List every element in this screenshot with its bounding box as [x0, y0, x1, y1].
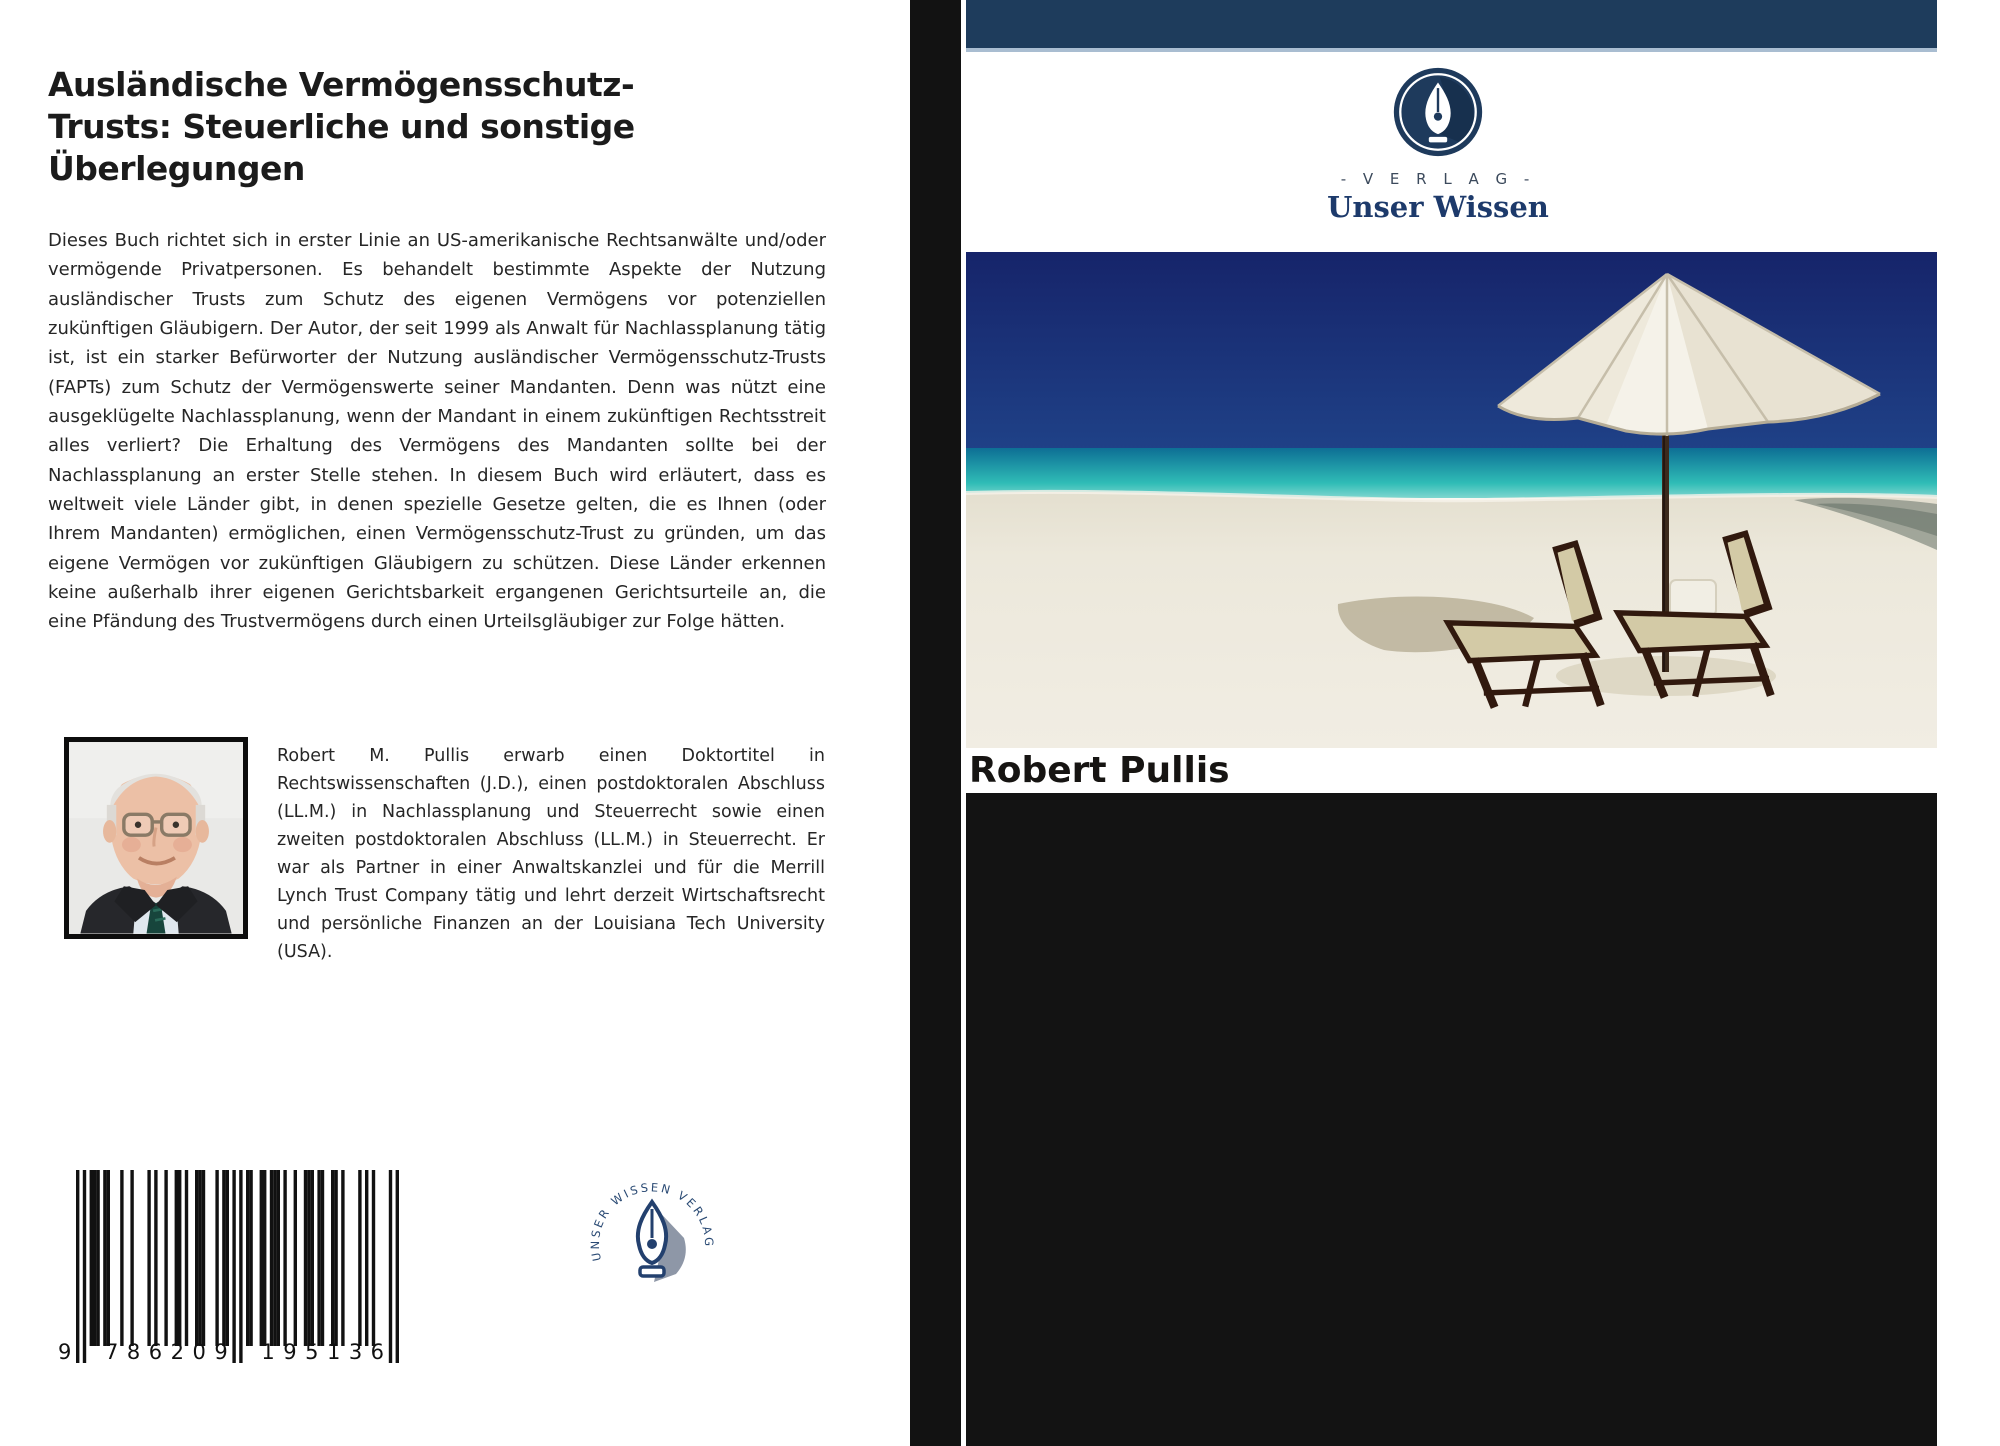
verlag-label: - V E R L A G - [1340, 170, 1536, 188]
cover-photo-beach [966, 252, 1937, 748]
author-name-band [966, 748, 1937, 793]
book-description: Dieses Buch richtet sich in erster Linie an US-amerikanische Rechtsanwälte und/oder vermögende Privatpersonen. Es behandelt bestimmte Aspekte der Nutzung ausländischer Trusts zum Schutz des eigenen Vermögens vor potenziellen zukünftigen Gläubigern. Der Autor, der seit 1999 als Anwalt für Nachlassplanung tätig ist, ist ein starker Befürworter der Nutzung ausländischer Vermögensschutz-Trusts (FAPTs) zum Schutz der Vermögenswerte seiner Mandanten. Denn was nützt eine ausgeklügelte Nachlassplanung, wenn der Mandant in einem zukünftigen Rechtsstreit alles verliert? Die Erhaltung des Vermögens des Mandanten sollte bei der Nachlassplanung an erster Stelle stehen. In diesem Buch wird erläutert, dass es weltweit viele Länder gibt, in denen spezielle Gesetze gelten, die es Ihnen (oder Ihrem Mandanten) ermöglichen, einen Vermögensschutz-Trust zu gründen, um das eigene Vermögen vor zukünftigen Gläubigern zu schützen. Diese Länder erkennen keine außerhalb ihrer eigenen Gerichtsbarkeit ergangenen Gerichtsurteile an, die eine Pfändung des Trustvermögens durch einen Urteilsgläubiger zur Folge hätten. [48, 230, 826, 633]
bottom-black-area [966, 793, 1937, 1446]
book-spine [910, 0, 961, 1446]
top-navy-bar [966, 0, 1937, 48]
publisher-name: Unser Wissen [1327, 190, 1549, 224]
front-author-name: Robert Pullis [969, 750, 1230, 791]
publisher-logo [1288, 66, 1588, 224]
front-cover [966, 0, 1937, 1446]
author-photo [64, 737, 248, 939]
pen-nib-stamp-icon [586, 1146, 718, 1302]
pen-nib-icon [1392, 66, 1484, 158]
book-title: Ausländische Vermögensschutz-Trusts: Steuerliche und sonstige Überlegungen [48, 65, 635, 189]
publisher-logo-area [966, 52, 1937, 252]
author-bio: Robert M. Pullis erwarb einen Doktortitel in Rechtswissenschaften (J.D.), einen postdoktoralen Abschluss (LL.M.) in Nachlassplanung und Steuerrecht sowie einen zweiten postdoktoralen Abschluss (LL.M.) in Steuerrecht. Er war als Partner in einer Anwaltskanzlei und für die Merrill Lynch Trust Company tätig und lehrt derzeit Wirtschaftsrecht und persönliche Finanzen an der Louisiana Tech University (USA). [277, 746, 825, 962]
stamp-text: UNSER WISSEN VERLAG [587, 1180, 717, 1263]
portrait-photo-icon [69, 742, 243, 934]
barcode [74, 1170, 402, 1368]
barcode-digits: 9 786209 195136 [58, 1340, 393, 1364]
